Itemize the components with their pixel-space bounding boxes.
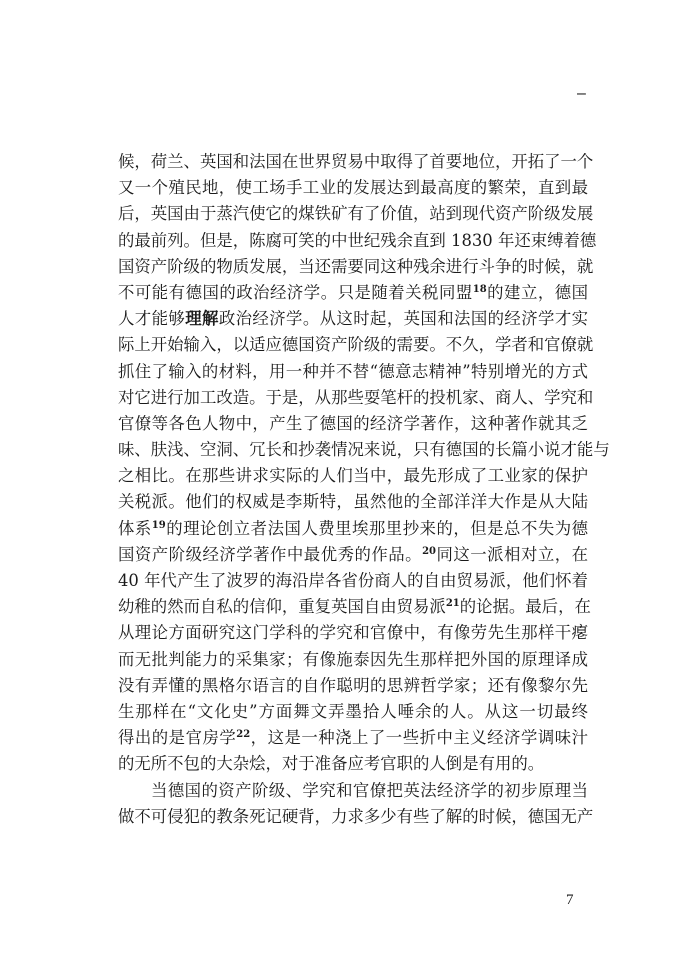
text-line: 国资产阶级经济学著作中最优秀的作品。$^{20}$同这一派相对立，在 [118, 544, 589, 564]
text-line: 而无批判能力的采集家；有像施泰因先生那样把外国的原理译成 [118, 649, 588, 669]
text-line: 40 年代产生了波罗的海沿岸各省份商人的自由贸易派，他们怀着 [118, 571, 588, 590]
text-line: 官僚等各色人物中，产生了德国的经济学著作，这种著作就其乏 [118, 413, 588, 433]
text-line: 后，英国由于蒸汽使它的煤铁矿有了价值，站到现代资产阶级发展 [118, 204, 594, 224]
text-line: 味、肤浅、空洞、冗长和抄袭情况来说，只有德国的长篇小说才能与 [118, 440, 610, 460]
text-line: 当德国的资产阶级、学究和官僚把英法经济学的初步原理当 [151, 780, 588, 800]
text-line: 人才能够理解政治经济学。从这时起，英国和法国的经济学才实 [118, 309, 589, 329]
text-line: 得出的是官房学$^{22}$，这是一种浇上了一些折中主义经济学调味汁 [118, 728, 589, 748]
text-line: 没有弄懂的黑格尔语言的自作聪明的思辨哲学家；还有像黎尔先 [118, 675, 588, 695]
text-line: 幼稚的然而自私的信仰，重复英国自由贸易派$^{21}$的论据。最后，在 [118, 597, 591, 617]
text-line: 国资产阶级的物质发展，当还需要同这种残余进行斗争的时候，就 [118, 256, 594, 276]
text-line: 从理论方面研究这门学科的学究和官僚中，有像劳先生那样干瘪 [118, 623, 588, 643]
text-line: 生那样在“文化史”方面舞文弄墨拾人唾余的人。从这一切最终 [118, 701, 588, 721]
header-mark: – [577, 85, 586, 102]
text-line: 之相比。在那些讲求实际的人们当中，最先形成了工业家的保护 [118, 466, 588, 486]
footnote-ref: 19 [151, 519, 166, 531]
text-line: 做不可侵犯的教条死记硬背，力求多少有些了解的时候，德国无产 [118, 806, 594, 826]
text-line: 又一个殖民地，使工场手工业的发展达到最高度的繁荣，直到最 [118, 178, 588, 198]
text-line: 对它进行加工改造。于是，从那些耍笔杆的投机家、商人、学究和 [118, 387, 594, 407]
footnote-ref: 18 [472, 283, 487, 295]
text-line: 体系$^{19}$的理论创立者法国人费里埃那里抄来的，但是总不失为德 [118, 518, 589, 538]
emphasis-text: 理解 [185, 309, 219, 329]
text-line: 关税派。他们的权威是李斯特，虽然他的全部洋洋大作是从大陆 [118, 492, 588, 512]
footnote-ref: 20 [422, 545, 436, 557]
footnote-ref: 22 [236, 729, 251, 741]
page-number: 7 [566, 892, 574, 908]
text-line: 际上开始输入，以适应德国资产阶级的需要。不久，学者和官僚就 [118, 335, 594, 355]
footnote-ref: 21 [445, 598, 460, 610]
text-line: 的最前列。但是，陈腐可笑的中世纪残余直到 1830 年还束缚着德 [118, 230, 597, 250]
text-line: 不可能有德国的政治经济学。只是随着关税同盟$^{18}$的建立，德国 [118, 282, 589, 302]
text-line: 抓住了输入的材料，用一种并不替“德意志精神”特别增光的方式 [118, 361, 588, 381]
text-line: 候，荷兰、英国和法国在世界贸易中取得了首要地位，开拓了一个 [118, 152, 594, 171]
body-text [118, 149, 610, 830]
text-line: 的无所不包的大杂烩，对于准备应考官职的人倒是有用的。 [118, 754, 545, 774]
